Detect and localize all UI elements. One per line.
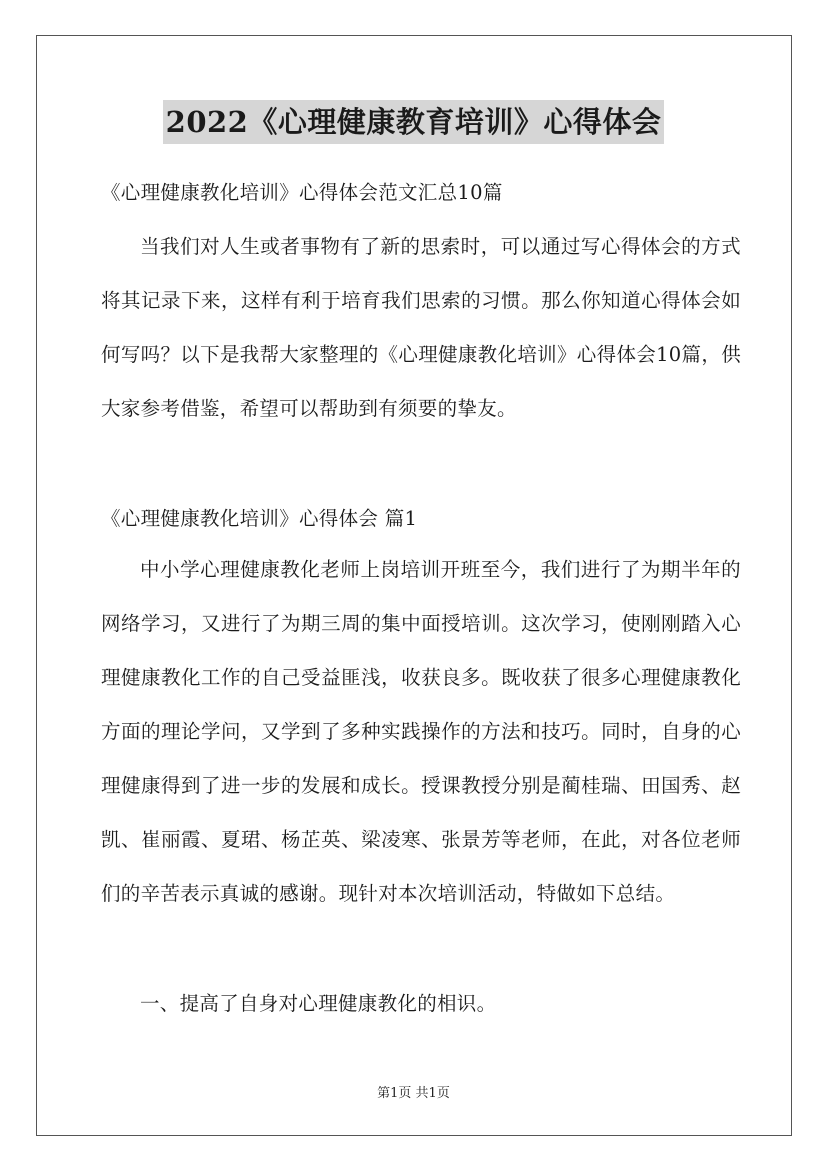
title-container: [0, 100, 827, 144]
section-heading: 《心理健康教化培训》心得体会 篇1: [101, 507, 418, 530]
document-title: 2022《心理健康教育培训》心得体会: [163, 100, 665, 144]
document-subtitle: 《心理健康教化培训》心得体会范文汇总10篇: [101, 181, 503, 204]
page-footer: 第1页 共1页: [377, 1086, 450, 1101]
section-body-paragraph: 中小学心理健康教化老师上岗培训开班至今，我们进行了为期半年的网络学习，又进行了为期三周的集中面授培训。这次学习，使刚刚踏入心理健康教化工作的自己受益匪浅，收获良多。既收获了很多心理健康教化方面的理论学问，又学到了多种实践操作的方法和技巧。同时，自身的心理健康得到了进一步的发展和成长。授课教授分别是蔺桂瑞、田国秀、赵凯、崔丽霞、夏珺、杨芷英、梁凌寒、张景芳等老师，在此，对各位老师们的辛苦表示真诚的感谢。现针对本次培训活动，特做如下总结。: [101, 558, 741, 905]
intro-paragraph: 当我们对人生或者事物有了新的思索时，可以通过写心得体会的方式将其记录下来，这样有利于培育我们思索的习惯。那么你知道心得体会如何写吗？以下是我帮大家整理的《心理健康教化培训》心得体会10篇，供大家参考借鉴，希望可以帮助到有须要的挚友。: [101, 235, 741, 420]
point-heading: 一、提高了自身对心理健康教化的相识。: [140, 992, 497, 1015]
